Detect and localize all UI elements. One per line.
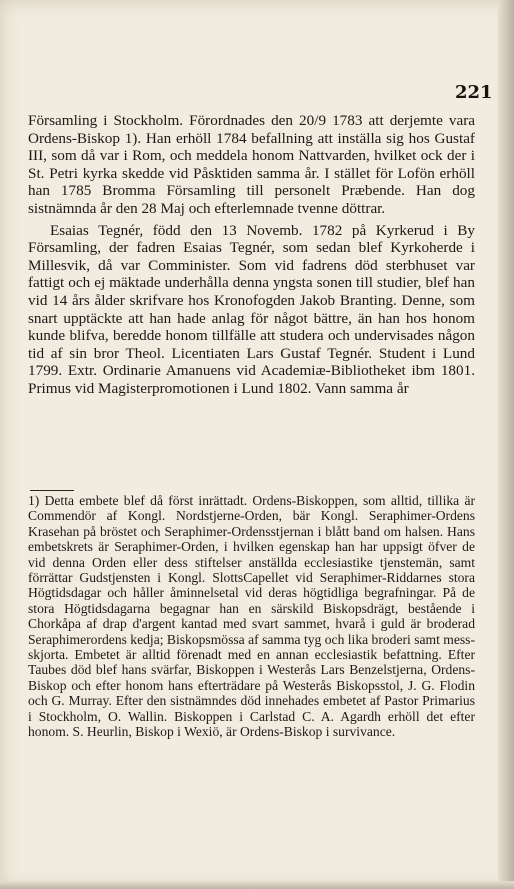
paragraph-taube: Församling i Stockholm. Förordnades den 20/9 1783 att derjemte vara Ordens-Biskop 1). Han erhöll 1784 befallning att inställa sig hos Gustaf III, som då var i Rom, och meddela honom Nattvarden, hvilket ock der i St. Petri kyrka skedde vid Påsktiden samma år. I stället för Lofön erhöll han 1785 Bromma Församling till personelt Præbende. Han dog sistnämnda år den 28 Maj och efterlemnade tvenne döttrar. xyxy=(28,112,475,217)
page-edge-bottom xyxy=(0,881,514,889)
footnotes xyxy=(28,493,475,740)
main-text xyxy=(28,112,475,398)
footnote-rule xyxy=(30,490,74,491)
page-edge-right xyxy=(498,0,514,889)
footnote-1: 1) Detta embete blef då först inrättadt. Ordens-Biskoppen, som alltid, tillika är Commendör af Kongl. Nordstjerne-Orden, bär Kongl. Seraphimer-Ordens Krasehan på bröstet och Seraphimer-Ordensstjernan i blått band om halsen. Hans embetskrets är Seraphimer-Orden, i hvilken egenskap han har uppsigt öfver de vid denna Orden eller dess stiftelser anställda ecclesiastike tjenstemän, samt förrättar Gudstjensten i Kongl. SlottsCapellet vid Seraphimer-Riddarnes stora Högtidsdagar och håller åminnelsetal vid deras högtidliga begrafningar. På de stora Högtidsdagarna begagnar han en särskild Biskopsdrägt, bestående i Chorkåpa af drap d'argent kantad med svart sammet, hvarå i guld är broderad Seraphimerordens kedja; Biskopsmössa af samma tyg och lika broderi samt mess-skjorta. Embetet är alltid förenadt med en annan ecclesiastik befattning. Efter Taubes död blef hans svärfar, Biskoppen i Westerås Lars Benzelstjerna, Ordens-Biskop och efter honom hans efterträdare på Westerås Biskopsstol, J. G. Flodin och G. Murray. Efter den sistnämndes död innehades embetet af Pastor Primarius i Stockholm, O. Wallin. Biskoppen i Carlstad C. A. Agardh erhöll det efter honom. S. Heurlin, Biskop i Wexiö, är Ordens-Biskop i survivance. xyxy=(28,493,475,740)
page-number: 221 xyxy=(455,82,493,103)
paragraph-tegner: Esaias Tegnér, född den 13 Novemb. 1782 på Kyrkerud i By Församling, der fadren Esaias Tegnér, som sedan blef Kyrkoherde i Millesvik, då var Comminister. Som vid fadrens död sterbhuset var fattigt och ej mäktade underhålla denna yngsta sonen till studier, blef han vid 14 års ålder skrifvare hos Kronofogden Jakob Branting. Denne, som snart upptäckte att han hade anlag för något bättre, än han hos honom kunde blifva, beredde honom tillfälle att studera och undervisades någon tid af sin bror Theol. Licentiaten Lars Gustaf Tegnér. Student i Lund 1799. Extr. Ordinarie Amanuens vid Academiæ-Bibliotheket ibm 1801. Primus vid Magisterpromotionen i Lund 1802. Vann samma år xyxy=(28,221,475,397)
